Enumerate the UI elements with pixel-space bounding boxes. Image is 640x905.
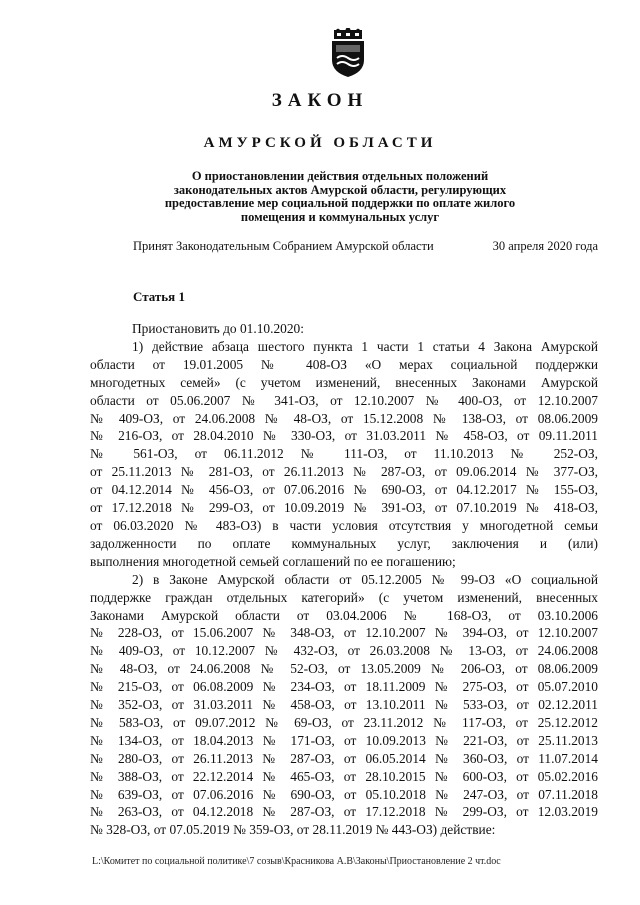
law-subject [120,170,560,224]
item2-line: № 583-ОЗ, от 09.07.2012 № 69-ОЗ, от 23.11.2012 № 117-ОЗ, от 25.12.2012 [90,714,598,730]
article-body [90,320,598,839]
adopted-by: Принят Законодательным Собранием Амурской области [133,239,434,253]
item1-line: 1) действие абзаца шестого пункта 1 части 1 статьи 4 Закона Амурской [132,338,598,354]
item2-line: № 280-ОЗ, от 26.11.2013 № 287-ОЗ, от 06.05.2014 № 360-ОЗ, от 11.07.2014 [90,750,598,766]
article-intro: Приостановить до 01.10.2020: [132,321,304,336]
item2-line: Законами Амурской области от 03.04.2006 № 168-ОЗ, от 03.10.2006 [90,607,598,623]
subject-line: помещения и коммунальных услуг [240,209,440,224]
adoption-line [133,239,598,254]
item1-line: от 04.12.2014 № 456-ОЗ, от 07.06.2016 № 690-ОЗ, от 04.12.2017 № 155-ОЗ, [90,482,598,498]
item1-line: задолженности по оплате коммунальных услуг, заключения и (или) [90,535,598,551]
document-title: ЗАКОН [271,90,369,111]
item1-line: № 409-ОЗ, от 24.06.2008 № 48-ОЗ, от 15.12.2008 № 138-ОЗ, от 08.06.2009 [90,410,598,426]
item2-line: поддержке граждан отдельных категорий» (с учетом изменений, внесенных [90,589,598,605]
item2-line: № 134-ОЗ, от 18.04.2013 № 171-ОЗ, от 10.09.2013 № 221-ОЗ, от 25.11.2013 [90,732,598,748]
item2-line: № 388-ОЗ, от 22.12.2014 № 465-ОЗ, от 28.10.2015 № 600-ОЗ, от 05.02.2016 [90,768,598,784]
subject-line: законодательных актов Амурской области, регулирующих [173,182,507,197]
adopted-date: 30 апреля 2020 года [492,239,598,253]
item2-line: № 48-ОЗ, от 24.06.2008 № 52-ОЗ, от 13.05.2009 № 206-ОЗ, от 08.06.2009 [90,661,598,677]
item1-line: от 25.11.2013 № 281-ОЗ, от 26.11.2013 № 287-ОЗ, от 09.06.2014 № 377-ОЗ, [90,464,598,480]
item2-line: № 215-ОЗ, от 06.08.2009 № 234-ОЗ, от 18.11.2009 № 275-ОЗ, от 05.07.2010 [90,679,598,695]
subject-line: предоставление мер социальной поддержки по оплате жилого [164,196,516,210]
item2-line: № 228-ОЗ, от 15.06.2007 № 348-ОЗ, от 12.10.2007 № 394-ОЗ, от 12.10.2007 [90,625,598,641]
item1-line: области от 05.06.2007 № 341-ОЗ, от 12.10.2007 № 400-ОЗ, от 12.10.2007 [90,392,598,408]
item1-line: многодетных семей» (с учетом изменений, внесенных Законами Амурской [90,374,598,390]
item1-line: № 561-ОЗ, от 06.11.2012 № 111-ОЗ, от 11.10.2013 № 252-ОЗ, [90,446,598,462]
article-heading: Статья 1 [133,289,185,304]
item2-line: № 263-ОЗ, от 04.12.2018 № 287-ОЗ, от 17.12.2018 № 299-ОЗ, от 12.03.2019 [90,804,598,820]
file-path-footer: L:\Комитет по социальной политике\7 созыв\Красникова А.В\Законы\Приостановление 2 чт.doc [92,856,501,867]
item1-line: от 06.03.2020 № 483-ОЗ) в части условия отсутствия у многодетной семьи [90,517,598,533]
item2-line: № 409-ОЗ, от 10.12.2007 № 432-ОЗ, от 26.03.2008 № 13-ОЗ, от 24.06.2008 [90,643,598,659]
item2-line: 2) в Законе Амурской области от 05.12.2005 № 99-ОЗ «О социальной [132,571,598,587]
coat-of-arms-icon [328,28,368,78]
item1-line: от 17.12.2018 № 299-ОЗ, от 10.09.2019 № 391-ОЗ, от 07.10.2019 № 418-ОЗ, [90,500,598,516]
item2-line: № 328-ОЗ, от 07.05.2019 № 359-ОЗ, от 28.11.2019 № 443-ОЗ) действие: [90,822,496,838]
item1-line: области от 19.01.2005 № 408-ОЗ «О мерах социальной поддержки [90,356,598,372]
region-title: АМУРСКОЙ ОБЛАСТИ [203,135,437,151]
item2-line: № 639-ОЗ, от 07.06.2016 № 690-ОЗ, от 05.10.2018 № 247-ОЗ, от 07.11.2018 [90,786,598,802]
subject-line: О приостановлении действия отдельных положений [191,169,489,183]
item1-line: № 216-ОЗ, от 28.04.2010 № 330-ОЗ, от 31.03.2011 № 458-ОЗ, от 09.11.2011 [90,428,598,444]
item2-line: № 352-ОЗ, от 31.03.2011 № 458-ОЗ, от 13.10.2011 № 533-ОЗ, от 02.12.2011 [90,697,598,713]
item1-line: выполнения многодетной семьей соглашений по ее погашению; [90,553,456,569]
